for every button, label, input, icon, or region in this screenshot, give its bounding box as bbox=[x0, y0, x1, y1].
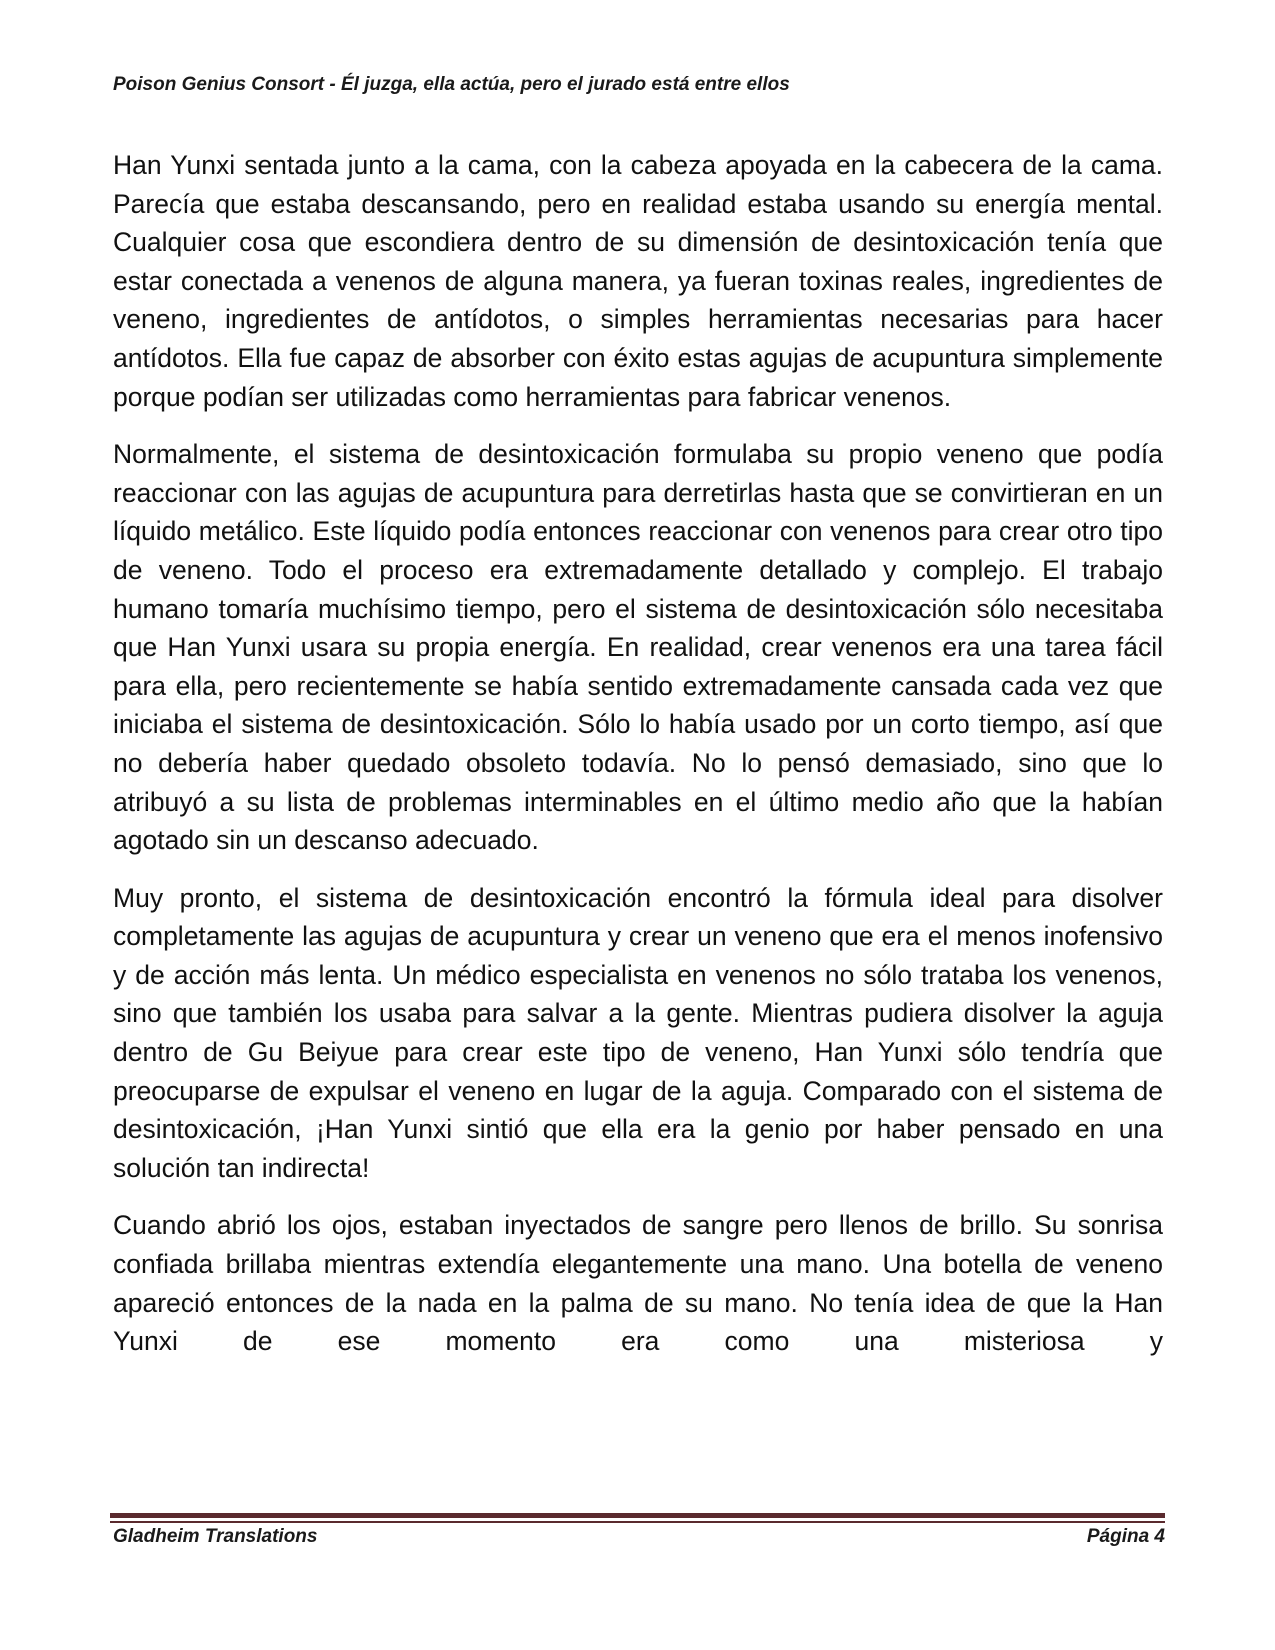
page-number: Página 4 bbox=[1086, 1526, 1165, 1547]
body-text bbox=[113, 146, 1163, 1380]
paragraph-3: Muy pronto, el sistema de desintoxicación encontró la fórmula ideal para disolver completamente las agujas de acupuntura y crear un veneno que era el menos inofensivo y de acción más lenta. Un médico especialista en venenos no sólo trataba los venenos, sino que también los usaba para salvar a la gente. Mientras pudiera disolver la aguja dentro de Gu Beiyue para crear este tipo de veneno, Han Yunxi sólo tendría que preocuparse de expulsar el veneno en lugar de la aguja. Comparado con el sistema de desintoxicación, ¡Han Yunxi sintió que ella era la genio por haber pensado en una solución tan indirecta! bbox=[113, 882, 1163, 1183]
paragraph-2: Normalmente, el sistema de desintoxicación formulaba su propio veneno que podía reaccionar con las agujas de acupuntura para derretirlas hasta que se convirtieran en un líquido metálico. Este líquido podía entonces reaccionar con venenos para crear otro tipo de veneno. Todo el proceso era extremadamente detallado y complejo. El trabajo humano tomaría muchísimo tiempo, pero el sistema de desintoxicación sólo necesitaba que Han Yunxi usara su propia energía. En realidad, crear venenos era una tarea fácil para ella, pero recientemente se había sentido extremadamente cansada cada vez que iniciaba el sistema de desintoxicación. Sólo lo había usado por un corto tiempo, así que no debería haber quedado obsoleto todavía. No lo pensó demasiado, sino que lo atribuyó a su lista de problemas interminables en el último medio año que la habían agotado sin un descanso adecuado. bbox=[113, 439, 1163, 856]
paragraph-4: Cuando abrió los ojos, estaban inyectados de sangre pero llenos de brillo. Su sonrisa confiada brillaba mientras extendía elegantemente una mano. Una botella de veneno apareció entonces de la nada en la palma de su mano. No tenía idea de que la Han Yunxi de ese momento era como una misteriosa y bbox=[113, 1210, 1163, 1357]
running-header: Poison Genius Consort - Él juzga, ella actúa, pero el jurado está entre ellos bbox=[113, 74, 790, 95]
footer-rule-thin bbox=[110, 1521, 1165, 1523]
footer-credit: Gladheim Translations bbox=[113, 1526, 318, 1547]
footer-rule-thick bbox=[110, 1513, 1165, 1518]
paragraph-1: Han Yunxi sentada junto a la cama, con la cabeza apoyada en la cabecera de la cama. Parecía que estaba descansando, pero en realidad estaba usando su energía mental. Cualquier cosa que escondiera dentro de su dimensión de desintoxicación tenía que estar conectada a venenos de alguna manera, ya fueran toxinas reales, ingredientes de veneno, ingredientes de antídotos, o simples herramientas necesarias para hacer antídotos. Ella fue capaz de absorber con éxito estas agujas de acupuntura simplemente porque podían ser utilizadas como herramientas para fabricar venenos. bbox=[113, 150, 1163, 412]
